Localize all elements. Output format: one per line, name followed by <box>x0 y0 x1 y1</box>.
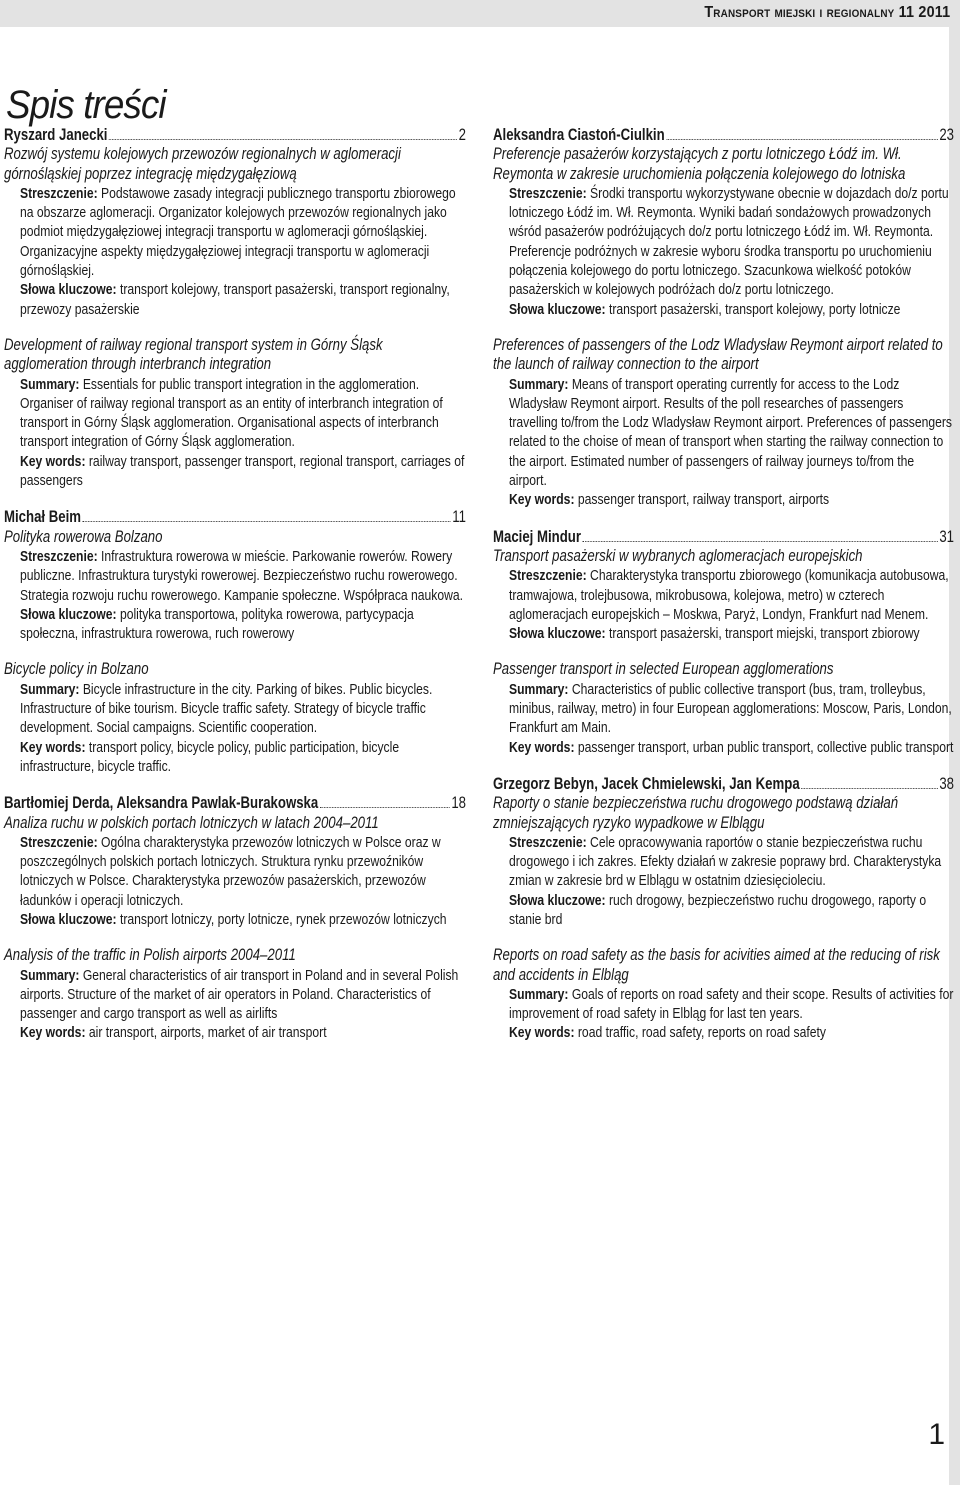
author-name: Bartłomiej Derda, Aleksandra Pawlak-Burakowska <box>4 794 319 813</box>
streszczenie-text: Ogólna charakterystyka przewozów lotniczych w Polsce oraz w poszczególnych polskich portach lotniczych. Struktura rynku przewoźników lotniczych w Polsce. Charakterystyka przewozów pasażerskich, przewozów ładunków i operacji lotniczych. <box>20 833 441 909</box>
abstract-pl <box>4 547 466 605</box>
slowa-text: ruch drogowy, bezpieczeństwo ruchu drogowego, raporty o stanie brd <box>509 891 927 928</box>
streszczenie-label: Streszczenie: <box>509 833 587 851</box>
streszczenie-text: Charakterystyka transportu zbiorowego (komunikacja autobusowa, tramwajowa, trolejbusowa, mikrobusowa, kolejowa, metro) w czterech aglomeracjach europejskich – Moskwa, Paryż, Londyn, Frankfurt nad Menem. <box>509 567 949 623</box>
toc-entry <box>4 126 466 490</box>
slowa-text: transport kolejowy, transport pasażerski, transport regionalny, przewozy pasażerskie <box>20 281 450 318</box>
keywords-label: Key words: <box>20 452 86 470</box>
leader-dots <box>583 540 938 542</box>
streszczenie-label: Streszczenie: <box>509 567 587 585</box>
summary-text: Characteristics of public collective transport (bus, tram, trolleybus, minibus, railway, metro) in four European agglomerations: Moscow, Paris, London, Frankfurt am Main. <box>509 680 952 737</box>
streszczenie-label: Streszczenie: <box>20 184 98 202</box>
keywords-en <box>493 738 954 757</box>
abstract-pl <box>493 833 954 891</box>
slowa-text: transport pasażerski, transport miejski, transport zbiorowy <box>608 625 920 643</box>
article-title-pl: Rozwój systemu kolejowych przewozów regionalnych w aglomeracji górnośląskiej poprzez integrację międzygałęziową <box>4 145 401 183</box>
keywords-pl <box>493 891 954 930</box>
page-ref: 38 <box>939 774 954 793</box>
streszczenie-text: Infrastruktura rowerowa w mieście. Parkowanie rowerów. Rowery publiczne. Infrastruktura turystyki rowerowej. Bezpieczeństwo ruchu rowerowego. Strategia rozwoju ruchu rowerowego. Kampanie społeczne. Współpraca naukowa. <box>20 547 464 604</box>
keywords-text: passenger transport, railway transport, airports <box>577 491 830 509</box>
keywords-en <box>4 452 466 491</box>
summary-label: Summary: <box>20 680 80 698</box>
keywords-pl <box>493 300 954 319</box>
summary-text: Goals of reports on road safety and their scope. Results of activities for improvement of road safety in Elbląg for last ten years. <box>509 985 954 1023</box>
toc-entry-header[interactable] <box>493 775 954 794</box>
keywords-label: Key words: <box>509 491 575 509</box>
slowa-text: transport lotniczy, porty lotnicze, rynek przewozów lotniczych <box>119 910 447 928</box>
streszczenie-text: Podstawowe zasady integracji publicznego transportu zbiorowego na obszarze aglomeracji. Organizator kolejowych przewozów regionalnych jako podmiot międzygałęziowej integracji transportu w aglomeracji górnośląskiej. Organizacyjne aspekty międzygałęziowej integracji transportu w aglomeracji górnośląskiej. <box>20 184 456 280</box>
keywords-text: road traffic, road safety, reports on road safety <box>577 1024 826 1042</box>
article-title-en: Development of railway regional transport system in Górny Śląsk agglomeration through interbranch integration <box>4 335 383 374</box>
header-bar <box>0 0 960 27</box>
page-number: 1 <box>928 1418 945 1451</box>
toc-entry-header[interactable] <box>493 126 954 145</box>
author-name: Michał Beim <box>4 508 82 527</box>
left-column <box>4 126 466 1043</box>
keywords-text: passenger transport, urban public transport, collective public transport <box>577 738 954 756</box>
abstract-en <box>493 375 954 491</box>
abstract-pl <box>493 566 954 624</box>
slowa-label: Słowa kluczowe: <box>20 910 117 928</box>
author-name: Ryszard Janecki <box>4 126 108 144</box>
streszczenie-text: Cele opracowywania raportów o stanie bezpieczeństwa ruchu drogowego i ich zakres. Efekty działań w zakresie poprawy brd. Charakterystyka zmian w zakresie brd w Elblągu w ostatnim dziesięcioleciu. <box>509 833 942 890</box>
keywords-label: Key words: <box>509 1024 575 1042</box>
page-ref: 23 <box>939 126 954 144</box>
toc-entry-header[interactable] <box>4 794 466 813</box>
page-ref: 2 <box>458 126 466 144</box>
slowa-label: Słowa kluczowe: <box>509 891 606 909</box>
toc-entry-header[interactable] <box>4 126 466 145</box>
keywords-en <box>4 1023 466 1042</box>
leader-dots <box>320 806 450 808</box>
toc-entry-header[interactable] <box>493 528 954 547</box>
keywords-en <box>493 490 954 509</box>
abstract-en <box>4 966 466 1024</box>
article-title-pl: Analiza ruchu w polskich portach lotniczych w latach 2004–2011 <box>4 813 379 832</box>
streszczenie-label: Streszczenie: <box>509 184 587 202</box>
keywords-pl <box>4 605 466 644</box>
summary-label: Summary: <box>20 966 80 984</box>
abstract-en <box>4 680 466 738</box>
streszczenie-text: Środki transportu wykorzystywane obecnie w dojazdach do/z portu lotniczego Łódź im. Wł. Reymonta. Wyniki badań sondażowych prowadzonych wśród pasażerów podróżujących do/z portu lotniczego Łódź im. Wł. Reymonta. Preferencje podróżnych w zakresie wyboru środka transportu po uruchomieniu połączenia kolejowego do portu lotniczego. Szacunkowa wielkość potoków pasażerskich w kolejowych podróżach do/z portu lotniczego. <box>509 184 949 299</box>
article-title-en: Bicycle policy in Bolzano <box>4 660 149 679</box>
keywords-text: air transport, airports, market of air transport <box>88 1024 327 1042</box>
toc-entry <box>4 794 466 1043</box>
keywords-text: railway transport, passenger transport, regional transport, carriages of passengers <box>20 452 465 490</box>
streszczenie-label: Streszczenie: <box>20 547 98 565</box>
author-name: Grzegorz Bebyn, Jacek Chmielewski, Jan Kempa <box>493 774 800 793</box>
slowa-label: Słowa kluczowe: <box>509 300 606 318</box>
toc-entry <box>493 775 954 1043</box>
keywords-pl <box>4 910 466 929</box>
abstract-en <box>493 985 954 1024</box>
page-title: Spis treści <box>6 82 166 127</box>
toc-entry <box>493 126 954 510</box>
slowa-label: Słowa kluczowe: <box>20 281 117 299</box>
slowa-text: transport pasażerski, transport kolejowy, porty lotnicze <box>608 300 901 318</box>
article-title-pl: Polityka rowerowa Bolzano <box>4 527 163 546</box>
abstract-en <box>493 680 954 738</box>
summary-text: Essentials for public transport integration in the agglomeration. Organiser of railway regional transport as an entity of interbranch integration of transport in Górny Śląsk agglomeration. Organisational aspects of interbranch transport integration of Górny Śląsk agglomeration. <box>20 375 443 451</box>
abstract-pl <box>4 833 466 910</box>
leader-dots <box>109 138 457 140</box>
summary-text: Means of transport operating currently for access to the Lodz Wladysław Reymont airport. Results of the poll researches of passengers travelling to/from the Lodz Wladysław Reymont airport. Preferences of passengers related to the choise of mean of transport when starting the railway connection to the airport. Estimated number of passengers of railway journeys to/from the airport. <box>509 375 953 490</box>
right-column <box>493 126 954 1043</box>
author-name: Aleksandra Ciastoń-Ciulkin <box>493 126 665 144</box>
toc-entry <box>493 528 954 757</box>
slowa-label: Słowa kluczowe: <box>509 625 606 643</box>
article-title-pl: Raporty o stanie bezpieczeństwa ruchu drogowego podstawą działań zmniejszających ryzyko wypadkowe w Elblągu <box>493 794 899 832</box>
page-ref: 11 <box>452 508 466 527</box>
keywords-en <box>4 738 466 777</box>
summary-text: Bicycle infrastructure in the city. Parking of bikes. Public bicycles. Infrastructure of bike tourism. Bicycle traffic safety. Strategy of bicycle traffic development. Social campaigns. Scientific cooperation. <box>20 680 433 737</box>
slowa-text: polityka transportowa, polityka rowerowa, partycypacja społeczna, infrastruktura rowerowa, ruch rowerowy <box>20 605 414 643</box>
keywords-label: Key words: <box>20 1024 86 1042</box>
keywords-en <box>493 1023 954 1042</box>
summary-label: Summary: <box>20 375 80 393</box>
journal-title: Transport miejski i regionalny 11 2011 <box>703 4 950 21</box>
leader-dots <box>801 787 937 789</box>
keywords-text: transport policy, bicycle policy, public participation, bicycle infrastructure, bicycle traffic. <box>20 738 400 775</box>
keywords-label: Key words: <box>509 738 575 756</box>
article-title-pl: Preferencje pasażerów korzystających z portu lotniczego Łódź im. Wł. Reymonta w zakresie uruchomienia połączenia kolejowego do lotniska <box>493 145 906 183</box>
slowa-label: Słowa kluczowe: <box>20 605 117 623</box>
leader-dots <box>666 138 937 140</box>
page-ref: 18 <box>451 794 466 813</box>
streszczenie-label: Streszczenie: <box>20 833 98 851</box>
abstract-pl <box>4 184 466 280</box>
toc-entry <box>4 508 466 776</box>
summary-label: Summary: <box>509 680 569 698</box>
abstract-en <box>4 375 466 452</box>
author-name: Maciej Mindur <box>493 527 582 546</box>
leader-dots <box>83 520 451 522</box>
summary-label: Summary: <box>509 985 569 1003</box>
keywords-label: Key words: <box>20 738 86 756</box>
article-title-en: Preferences of passengers of the Lodz Wladysław Reymont airport related to the launch of railway connection to the airport <box>493 335 943 374</box>
article-title-en: Passenger transport in selected European agglomerations <box>493 660 834 679</box>
summary-label: Summary: <box>509 375 569 393</box>
keywords-pl <box>4 280 466 319</box>
article-title-pl: Transport pasażerski w wybranych aglomeracjach europejskich <box>493 546 863 565</box>
keywords-pl <box>493 624 954 643</box>
article-title-en: Analysis of the traffic in Polish airports 2004–2011 <box>4 946 296 965</box>
toc-entry-header[interactable] <box>4 508 466 527</box>
abstract-pl <box>493 184 954 300</box>
article-title-en: Reports on road safety as the basis for acivities aimed at the reducing of risk and accidents in Elbląg <box>493 946 940 984</box>
summary-text: General characteristics of air transport in Poland and in several Polish airports. Structure of the market of air operators in Poland. Characteristics of passenger and cargo transport as well as airlifts <box>20 966 459 1023</box>
page-ref: 31 <box>939 527 954 546</box>
